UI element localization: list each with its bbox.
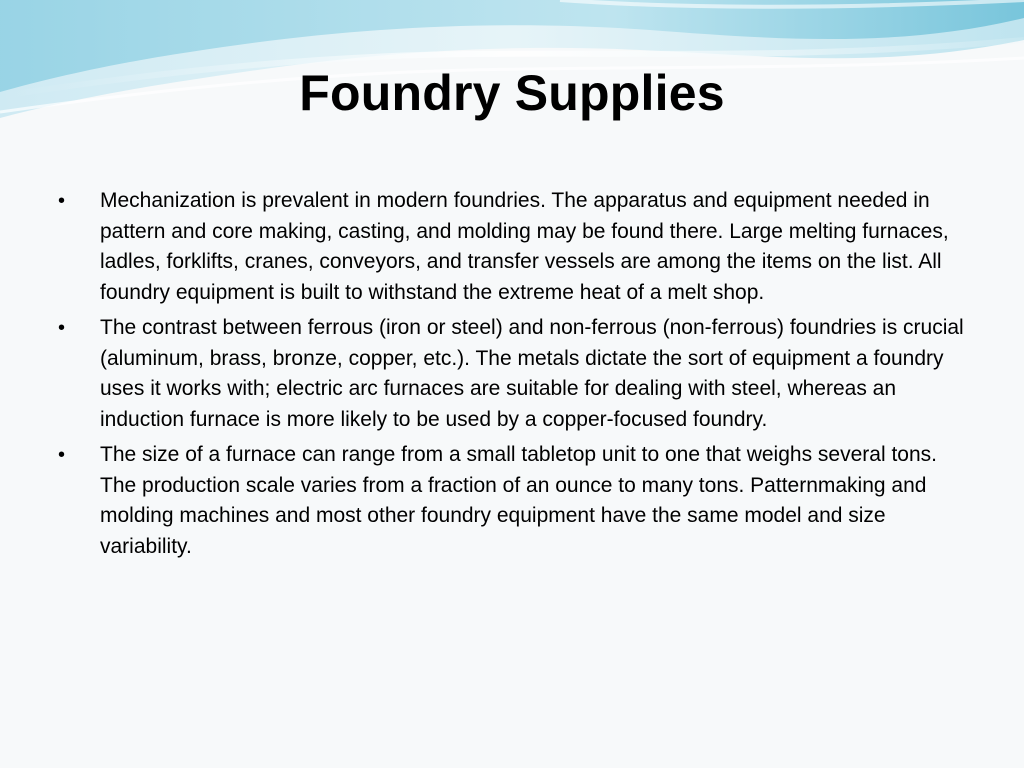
bullet-marker: • [58, 190, 66, 212]
bullet-text: Mechanization is prevalent in modern foundries. The apparatus and equipment needed in pattern and core making, casting, and molding may be found there. Large melting furnaces, ladles, forklifts, cranes, conveyors, and transfer vessels are among the items on the list. All foundry equipment is built to withstand the extreme heat of a melt shop. [100, 189, 949, 304]
bullet-item [56, 313, 976, 435]
bullet-marker: • [58, 444, 66, 466]
bullet-list [56, 186, 976, 567]
bullet-item [56, 186, 976, 308]
slide-title: Foundry Supplies [299, 65, 725, 121]
bullet-item [56, 440, 976, 562]
bullet-text: The contrast between ferrous (iron or steel) and non-ferrous (non-ferrous) foundries is crucial (aluminum, brass, bronze, copper, etc.). The metals dictate the sort of equipment a foundry uses it works with; electric arc furnaces are suitable for dealing with steel, whereas an induction furnace is more likely to be used by a copper-focused foundry. [100, 316, 964, 431]
bullet-text: The size of a furnace can range from a small tabletop unit to one that weighs several tons. The production scale varies from a fraction of an ounce to many tons. Patternmaking and molding machines and most other foundry equipment have the same model and size variability. [100, 443, 937, 558]
bullet-marker: • [58, 317, 66, 339]
